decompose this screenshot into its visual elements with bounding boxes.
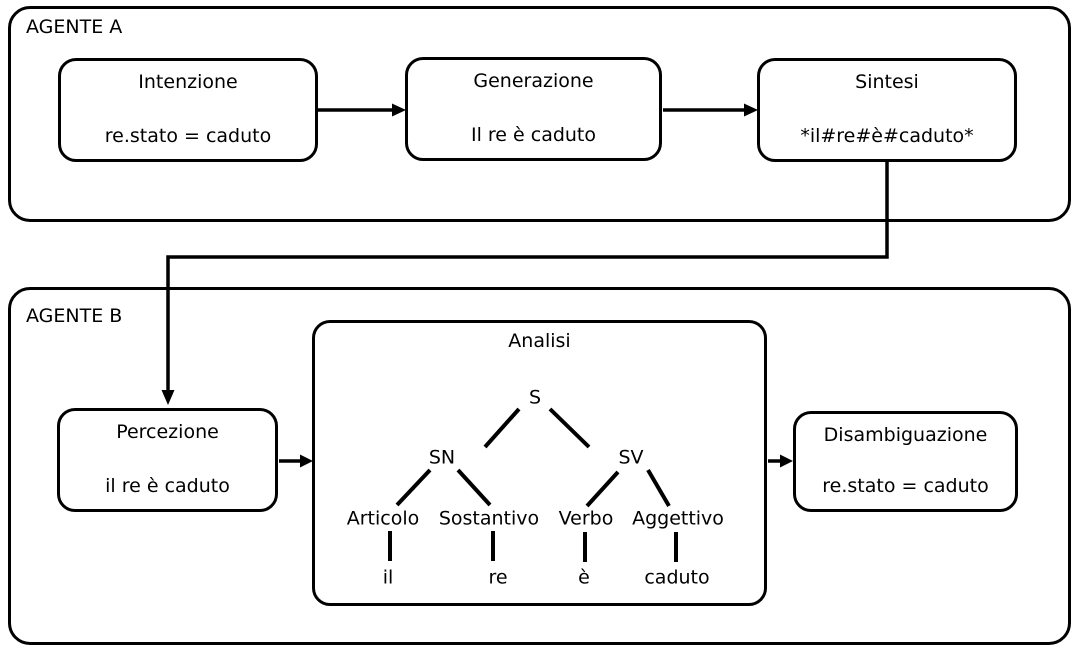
- tree-terminal-il: il: [382, 566, 394, 589]
- percezione-content: il re è caduto: [105, 475, 230, 497]
- tree-sv-label: SV: [618, 446, 644, 469]
- node-generazione: [405, 57, 662, 161]
- node-disambiguazione: [793, 411, 1018, 512]
- tree-root-label: S: [528, 386, 542, 409]
- sintesi-content: *il#re#è#caduto*: [800, 125, 974, 147]
- tree-terminal-re: re: [488, 566, 508, 589]
- analisi-title: Analisi: [508, 330, 571, 352]
- sintesi-title: Sintesi: [855, 71, 919, 93]
- disambiguazione-content: re.stato = caduto: [822, 475, 989, 497]
- tree-cat-aggettivo: Aggettivo: [632, 507, 724, 530]
- tree-terminal-e: è: [578, 566, 590, 589]
- tree-sn-label: SN: [428, 446, 456, 469]
- tree-terminal-caduto: caduto: [644, 566, 710, 589]
- intenzione-title: Intenzione: [138, 71, 238, 93]
- disambiguazione-title: Disambiguazione: [823, 424, 988, 446]
- tree-cat-sostantivo: Sostantivo: [438, 507, 540, 530]
- intenzione-content: re.stato = caduto: [104, 125, 272, 147]
- node-sintesi: [757, 58, 1017, 162]
- tree-cat-verbo: Verbo: [558, 507, 614, 530]
- generazione-content: Il re è caduto: [470, 124, 597, 146]
- agent-a-label: AGENTE A: [26, 16, 123, 38]
- agent-b-label: AGENTE B: [26, 305, 123, 327]
- node-analisi: [312, 320, 767, 606]
- generazione-title: Generazione: [473, 70, 594, 92]
- node-intenzione: [58, 58, 318, 162]
- node-percezione: [57, 408, 278, 512]
- tree-cat-articolo: Articolo: [346, 507, 420, 530]
- percezione-title: Percezione: [116, 421, 219, 443]
